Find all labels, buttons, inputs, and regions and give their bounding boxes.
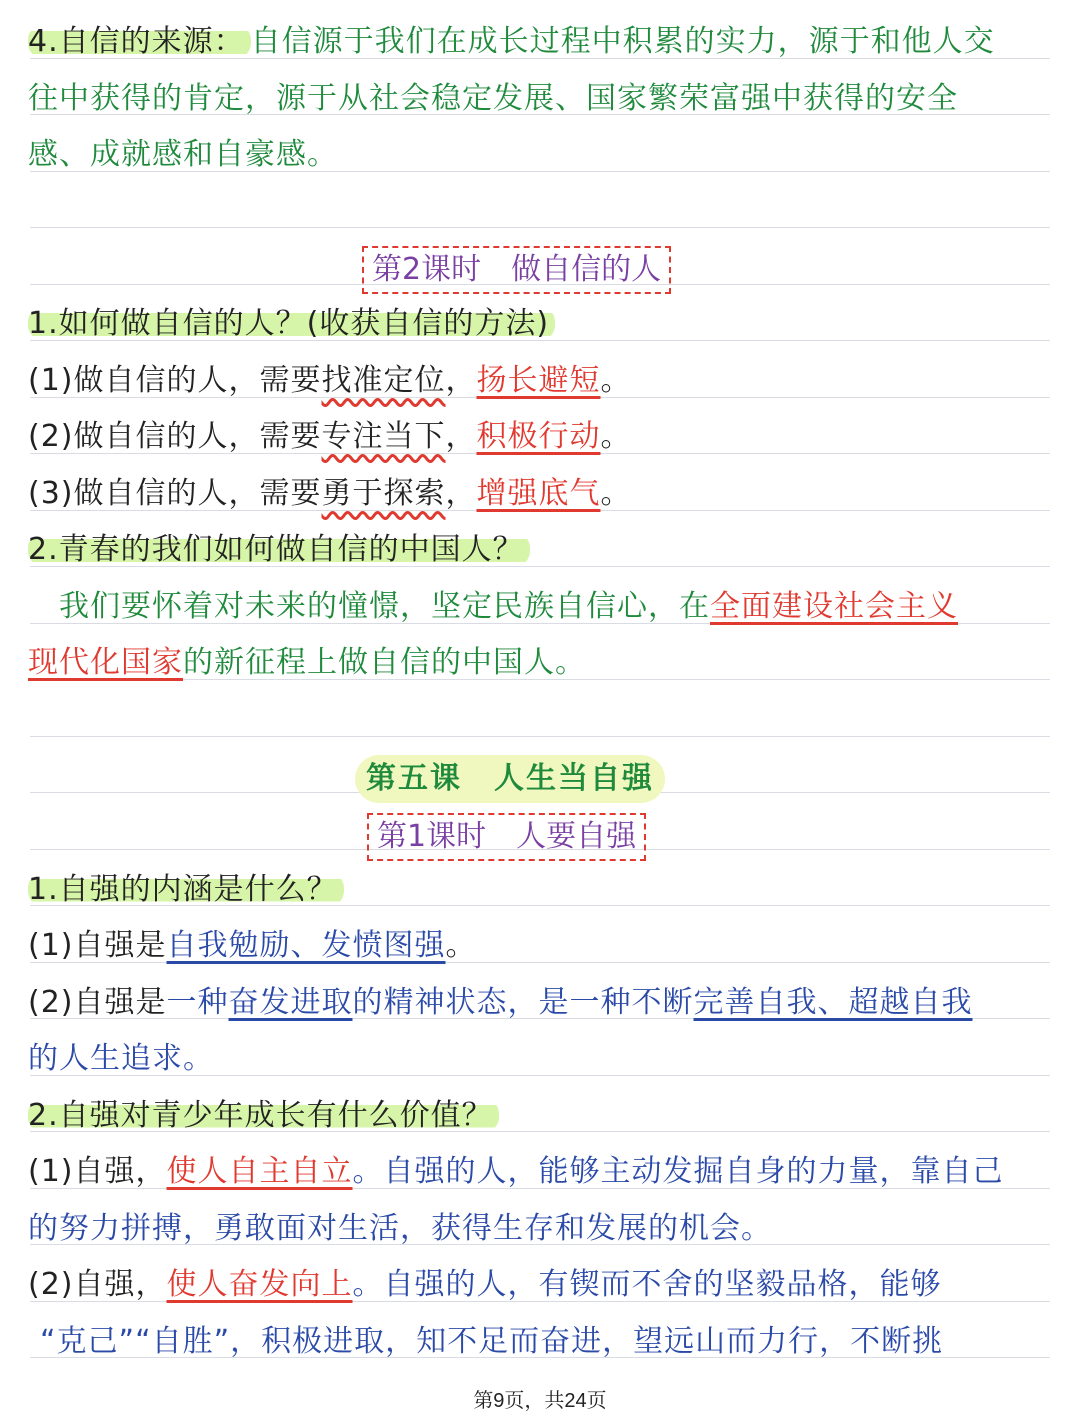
punct: 。 [445, 928, 477, 963]
red-keyword: 积极行动 [476, 419, 601, 454]
wavy-keyword: 专注当下 [321, 419, 446, 454]
answer-1-3 [28, 474, 1048, 514]
source-paragraph-line-2: 往中获得的肯定，源于从社会稳定发展、国家繁荣富强中获得的安全 [28, 81, 958, 116]
red-keyword: 扬长避短 [476, 363, 601, 398]
lesson-2-title: 第2课时 做自信的人 [362, 246, 671, 294]
red-keyword: 使人奋发向上 [166, 1267, 353, 1302]
punct: 。 [600, 476, 632, 511]
source-paragraph-line-1 [28, 22, 1048, 62]
answer-text: (2)做自信的人，需要 [28, 419, 322, 454]
punct: ， [445, 419, 477, 454]
answer-4-2 [28, 1265, 1048, 1305]
blue-keyword: 奋发进取 [228, 985, 353, 1020]
answer-2-line-1 [28, 587, 1048, 627]
answer-2-line-2 [28, 643, 1048, 683]
answer-1-1 [28, 361, 1048, 401]
answer-text: (2)自强， [28, 1267, 167, 1302]
lesson-5-subtitle: 第1课时 人要自强 [367, 813, 646, 861]
blue-text: 。自强的人，能够主动发掘自身的力量，靠自己 [352, 1154, 1004, 1189]
punct: 。 [600, 363, 632, 398]
question-4 [28, 1096, 1048, 1136]
answer-text: (3)做自信的人，需要 [28, 476, 322, 511]
red-keyword: 增强底气 [476, 476, 601, 511]
blue-text: 的精神状态，是一种不断 [352, 985, 694, 1020]
question-3 [28, 870, 1048, 910]
punct: ， [445, 363, 477, 398]
answer-4-2-line-2: “克己”“自胜”，积极进取，知不足而奋进，望远山而力行，不断挑 [40, 1324, 944, 1359]
punct: ， [445, 476, 477, 511]
red-keyword: 使人自主自立 [166, 1154, 353, 1189]
answer-3-1 [28, 926, 1048, 966]
answer-3-2-line-2: 的人生追求。 [28, 1041, 214, 1076]
answer-text: (2)自强是 [28, 985, 167, 1020]
question-3-title: 1.自强的内涵是什么？ [28, 872, 344, 907]
red-keyword: 全面建设社会主义 [710, 589, 958, 624]
blue-text: 。自强的人，有锲而不舍的坚毅品格，能够 [352, 1267, 942, 1302]
source-text: 自信源于我们在成长过程中积累的实力，源于和他人交 [250, 24, 995, 59]
answer-text: (1)自强， [28, 1154, 167, 1189]
blue-keyword: 完善自我、超越自我 [693, 985, 973, 1020]
answer-text: (1)自强是 [28, 928, 167, 963]
blue-text: 一种 [166, 985, 229, 1020]
lesson-5-title: 第五课 人生当自强 [355, 755, 665, 803]
answer-4-1-line-2: 的努力拼搏，勇敢面对生活，获得生存和发展的机会。 [28, 1211, 772, 1246]
answer-text: 我们要怀着对未来的憧憬，坚定民族自信心，在 [28, 589, 710, 624]
question-1-title: 1.如何做自信的人？(收获自信的方法) [28, 306, 555, 341]
question-2 [28, 530, 1048, 570]
answer-4-1 [28, 1152, 1048, 1192]
wavy-keyword: 找准定位 [321, 363, 446, 398]
answer-3-2 [28, 983, 1048, 1023]
punct: 。 [600, 419, 632, 454]
wavy-keyword: 勇于探索 [321, 476, 446, 511]
answer-text: 的新征程上做自信的中国人。 [183, 645, 586, 680]
question-2-title: 2.青春的我们如何做自信的中国人？ [28, 532, 530, 567]
question-4-title: 2.自强对青少年成长有什么价值？ [28, 1098, 499, 1133]
source-paragraph-line-3: 感、成就感和自豪感。 [28, 137, 338, 172]
answer-text: (1)做自信的人，需要 [28, 363, 322, 398]
blue-keyword: 自我勉励、发愤图强 [166, 928, 446, 963]
source-label: 4.自信的来源： [28, 24, 251, 59]
answer-1-2 [28, 417, 1048, 457]
question-1 [28, 304, 1048, 344]
red-keyword: 现代化国家 [28, 645, 183, 680]
page-number: 第9页，共24页 [473, 1390, 607, 1412]
